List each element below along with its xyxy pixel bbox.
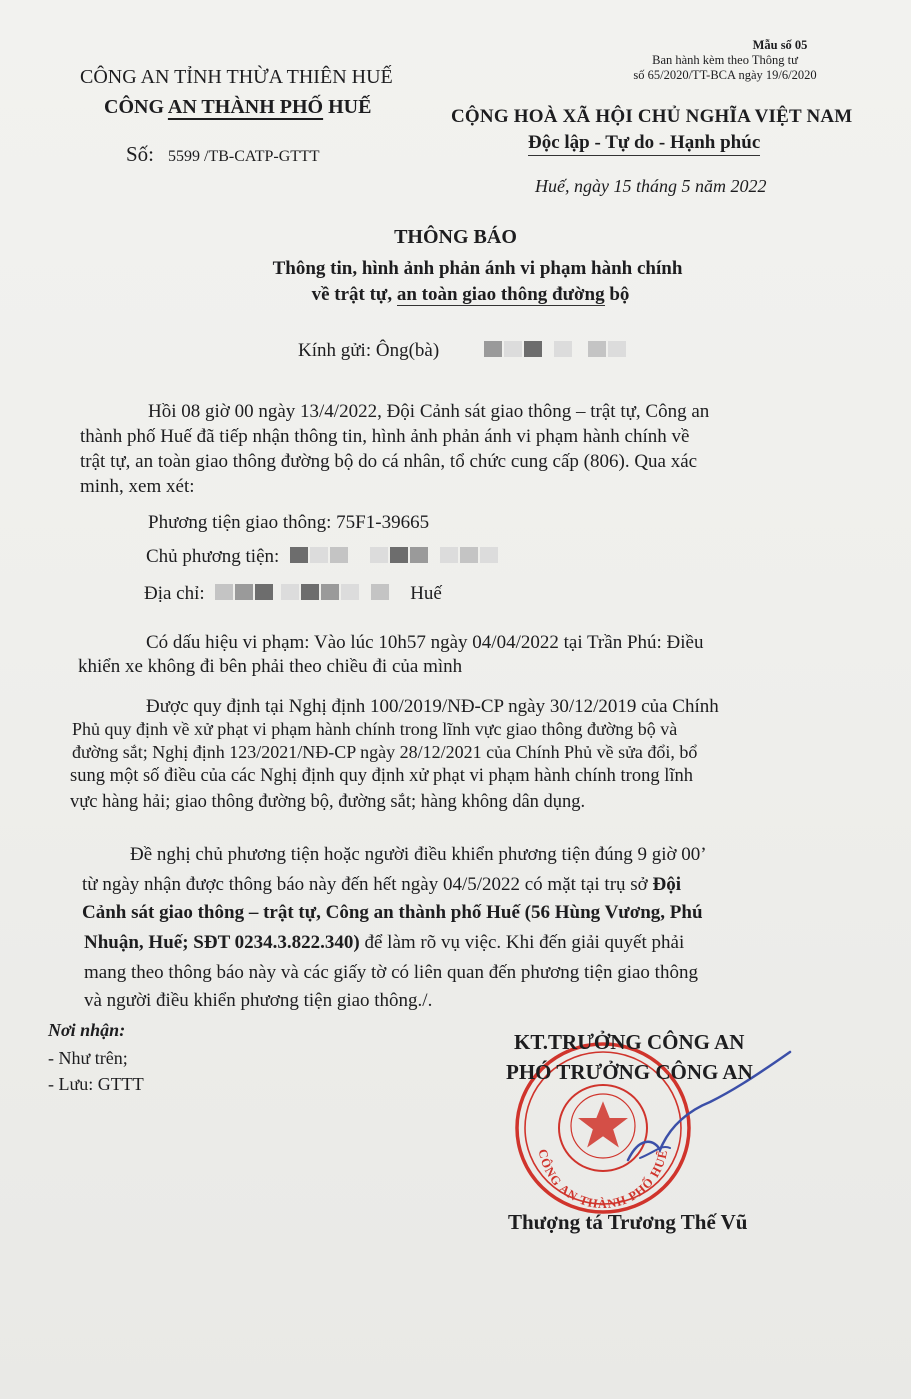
request-line1: Đề nghị chủ phương tiện hoặc người điều khiển phương tiện đúng 9 giờ 00’ bbox=[130, 844, 707, 865]
owner-line bbox=[146, 546, 500, 569]
request-line2 bbox=[82, 874, 681, 896]
form-issuance: Ban hành kèm theo Thông tư bbox=[652, 53, 798, 67]
redacted-owner bbox=[290, 547, 500, 569]
form-note bbox=[600, 38, 850, 83]
national-motto: Độc lập - Tự do - Hạnh phúc bbox=[528, 132, 760, 156]
address-city: Huế bbox=[410, 583, 442, 604]
document-number bbox=[126, 142, 320, 167]
form-number: Mẫu số 05 bbox=[752, 38, 808, 52]
address-label: Địa chỉ: bbox=[144, 583, 205, 604]
request-line3: Cảnh sát giao thông – trật tự, Công an thành phố Huế (56 Hùng Vương, Phú bbox=[82, 902, 703, 923]
address-line bbox=[144, 583, 442, 606]
violation-line1: Có dấu hiệu vi phạm: Vào lúc 10h57 ngày 04/04/2022 tại Trần Phú: Điều bbox=[146, 632, 704, 653]
signature-title-line2: PHÓ TRƯỞNG CÔNG AN bbox=[506, 1060, 753, 1084]
recipient-item: - Như trên; bbox=[48, 1048, 128, 1068]
greeting bbox=[298, 340, 628, 363]
vehicle-line: Phương tiện giao thông: 75F1-39665 bbox=[148, 512, 430, 533]
legal-line4: sung một số điều của các Nghị định quy định xử phạt vi phạm hành chính trong lĩnh bbox=[70, 766, 694, 786]
greeting-text: Kính gửi: Ông(bà) bbox=[298, 340, 440, 361]
redacted-name bbox=[484, 341, 628, 363]
issuing-unit-part2: AN THÀNH PHỐ bbox=[167, 96, 324, 118]
request-line4-text: để làm rõ vụ việc. Khi đến giải quyết phải bbox=[359, 932, 685, 953]
recipient-item: - Lưu: GTTT bbox=[48, 1074, 144, 1094]
legal-line1: Được quy định tại Nghị định 100/2019/NĐ-CP ngày 30/12/2019 của Chính bbox=[146, 696, 719, 717]
body-p1-line4: minh, xem xét: bbox=[80, 476, 195, 497]
request-line4 bbox=[84, 932, 684, 954]
notice-subtitle-line1: Thông tin, hình ảnh phản ánh vi phạm hành chính bbox=[272, 258, 683, 279]
document-number-value: 5599 /TB-CATP-GTTT bbox=[168, 148, 320, 165]
body-p1-line1: Hồi 08 giờ 00 ngày 13/4/2022, Đội Cảnh sát giao thông – trật tự, Công an bbox=[148, 401, 710, 422]
issuing-unit-part1: CÔNG bbox=[104, 96, 168, 118]
subtitle-part1: về trật tự, bbox=[311, 284, 397, 305]
place-date: Huế, ngày 15 tháng 5 năm 2022 bbox=[535, 176, 767, 196]
request-line2-bold: Đội bbox=[652, 874, 681, 895]
subtitle-part2: an toàn giao thông đường bbox=[396, 284, 605, 305]
issuing-unit bbox=[104, 96, 371, 119]
legal-line3: đường sắt; Nghị định 123/2021/NĐ-CP ngày 28/12/2021 của Chính Phủ về sửa đổi, bổ bbox=[72, 742, 698, 762]
form-circular: số 65/2020/TT-BCA ngày 19/6/2020 bbox=[633, 68, 817, 82]
body-p1-line3: trật tự, an toàn giao thông đường bộ do cá nhân, tổ chức cung cấp (806). Qua xác bbox=[80, 451, 698, 472]
issuing-unit-part3: HUẾ bbox=[323, 96, 372, 118]
document-number-label: Số: bbox=[126, 142, 155, 166]
request-line4-bold: Nhuận, Huế; SĐT 0234.3.822.340) bbox=[84, 932, 360, 953]
violation-line2: khiển xe không đi bên phải theo chiều đi của mình bbox=[78, 656, 463, 677]
subtitle-part3: bộ bbox=[604, 284, 630, 305]
national-name: CỘNG HOÀ XÃ HỘI CHỦ NGHĨA VIỆT NAM bbox=[451, 106, 853, 127]
legal-line5: vực hàng hải; giao thông đường bộ, đường sắt; hàng không dân dụng. bbox=[70, 792, 586, 812]
signer-name: Thượng tá Trương Thế Vũ bbox=[508, 1210, 748, 1234]
legal-line2: Phủ quy định về xử phạt vi phạm hành chính trong lĩnh vực giao thông đường bộ và bbox=[72, 719, 678, 739]
parent-agency: CÔNG AN TỈNH THỪA THIÊN HUẾ bbox=[80, 66, 393, 88]
body-p1-line2: thành phố Huế đã tiếp nhận thông tin, hình ảnh phản ánh vi phạm hành chính về bbox=[80, 426, 690, 447]
seal-text: CÔNG AN THÀNH PHỐ HUẾ bbox=[535, 1147, 671, 1212]
recipients-title: Nơi nhận: bbox=[48, 1020, 126, 1040]
owner-label: Chủ phương tiện: bbox=[146, 546, 280, 567]
request-line5: mang theo thông báo này và các giấy tờ có liên quan đến phương tiện giao thông bbox=[84, 962, 698, 983]
notice-title: THÔNG BÁO bbox=[394, 226, 517, 248]
request-line2-text: từ ngày nhận được thông báo này đến hết ngày 04/5/2022 có mặt tại trụ sở bbox=[82, 874, 653, 895]
signature-title-line1: KT.TRƯỞNG CÔNG AN bbox=[514, 1030, 745, 1054]
notice-subtitle-line2 bbox=[0, 284, 911, 306]
redacted-address bbox=[215, 584, 391, 606]
request-line6: và người điều khiển phương tiện giao thông./. bbox=[84, 990, 433, 1011]
